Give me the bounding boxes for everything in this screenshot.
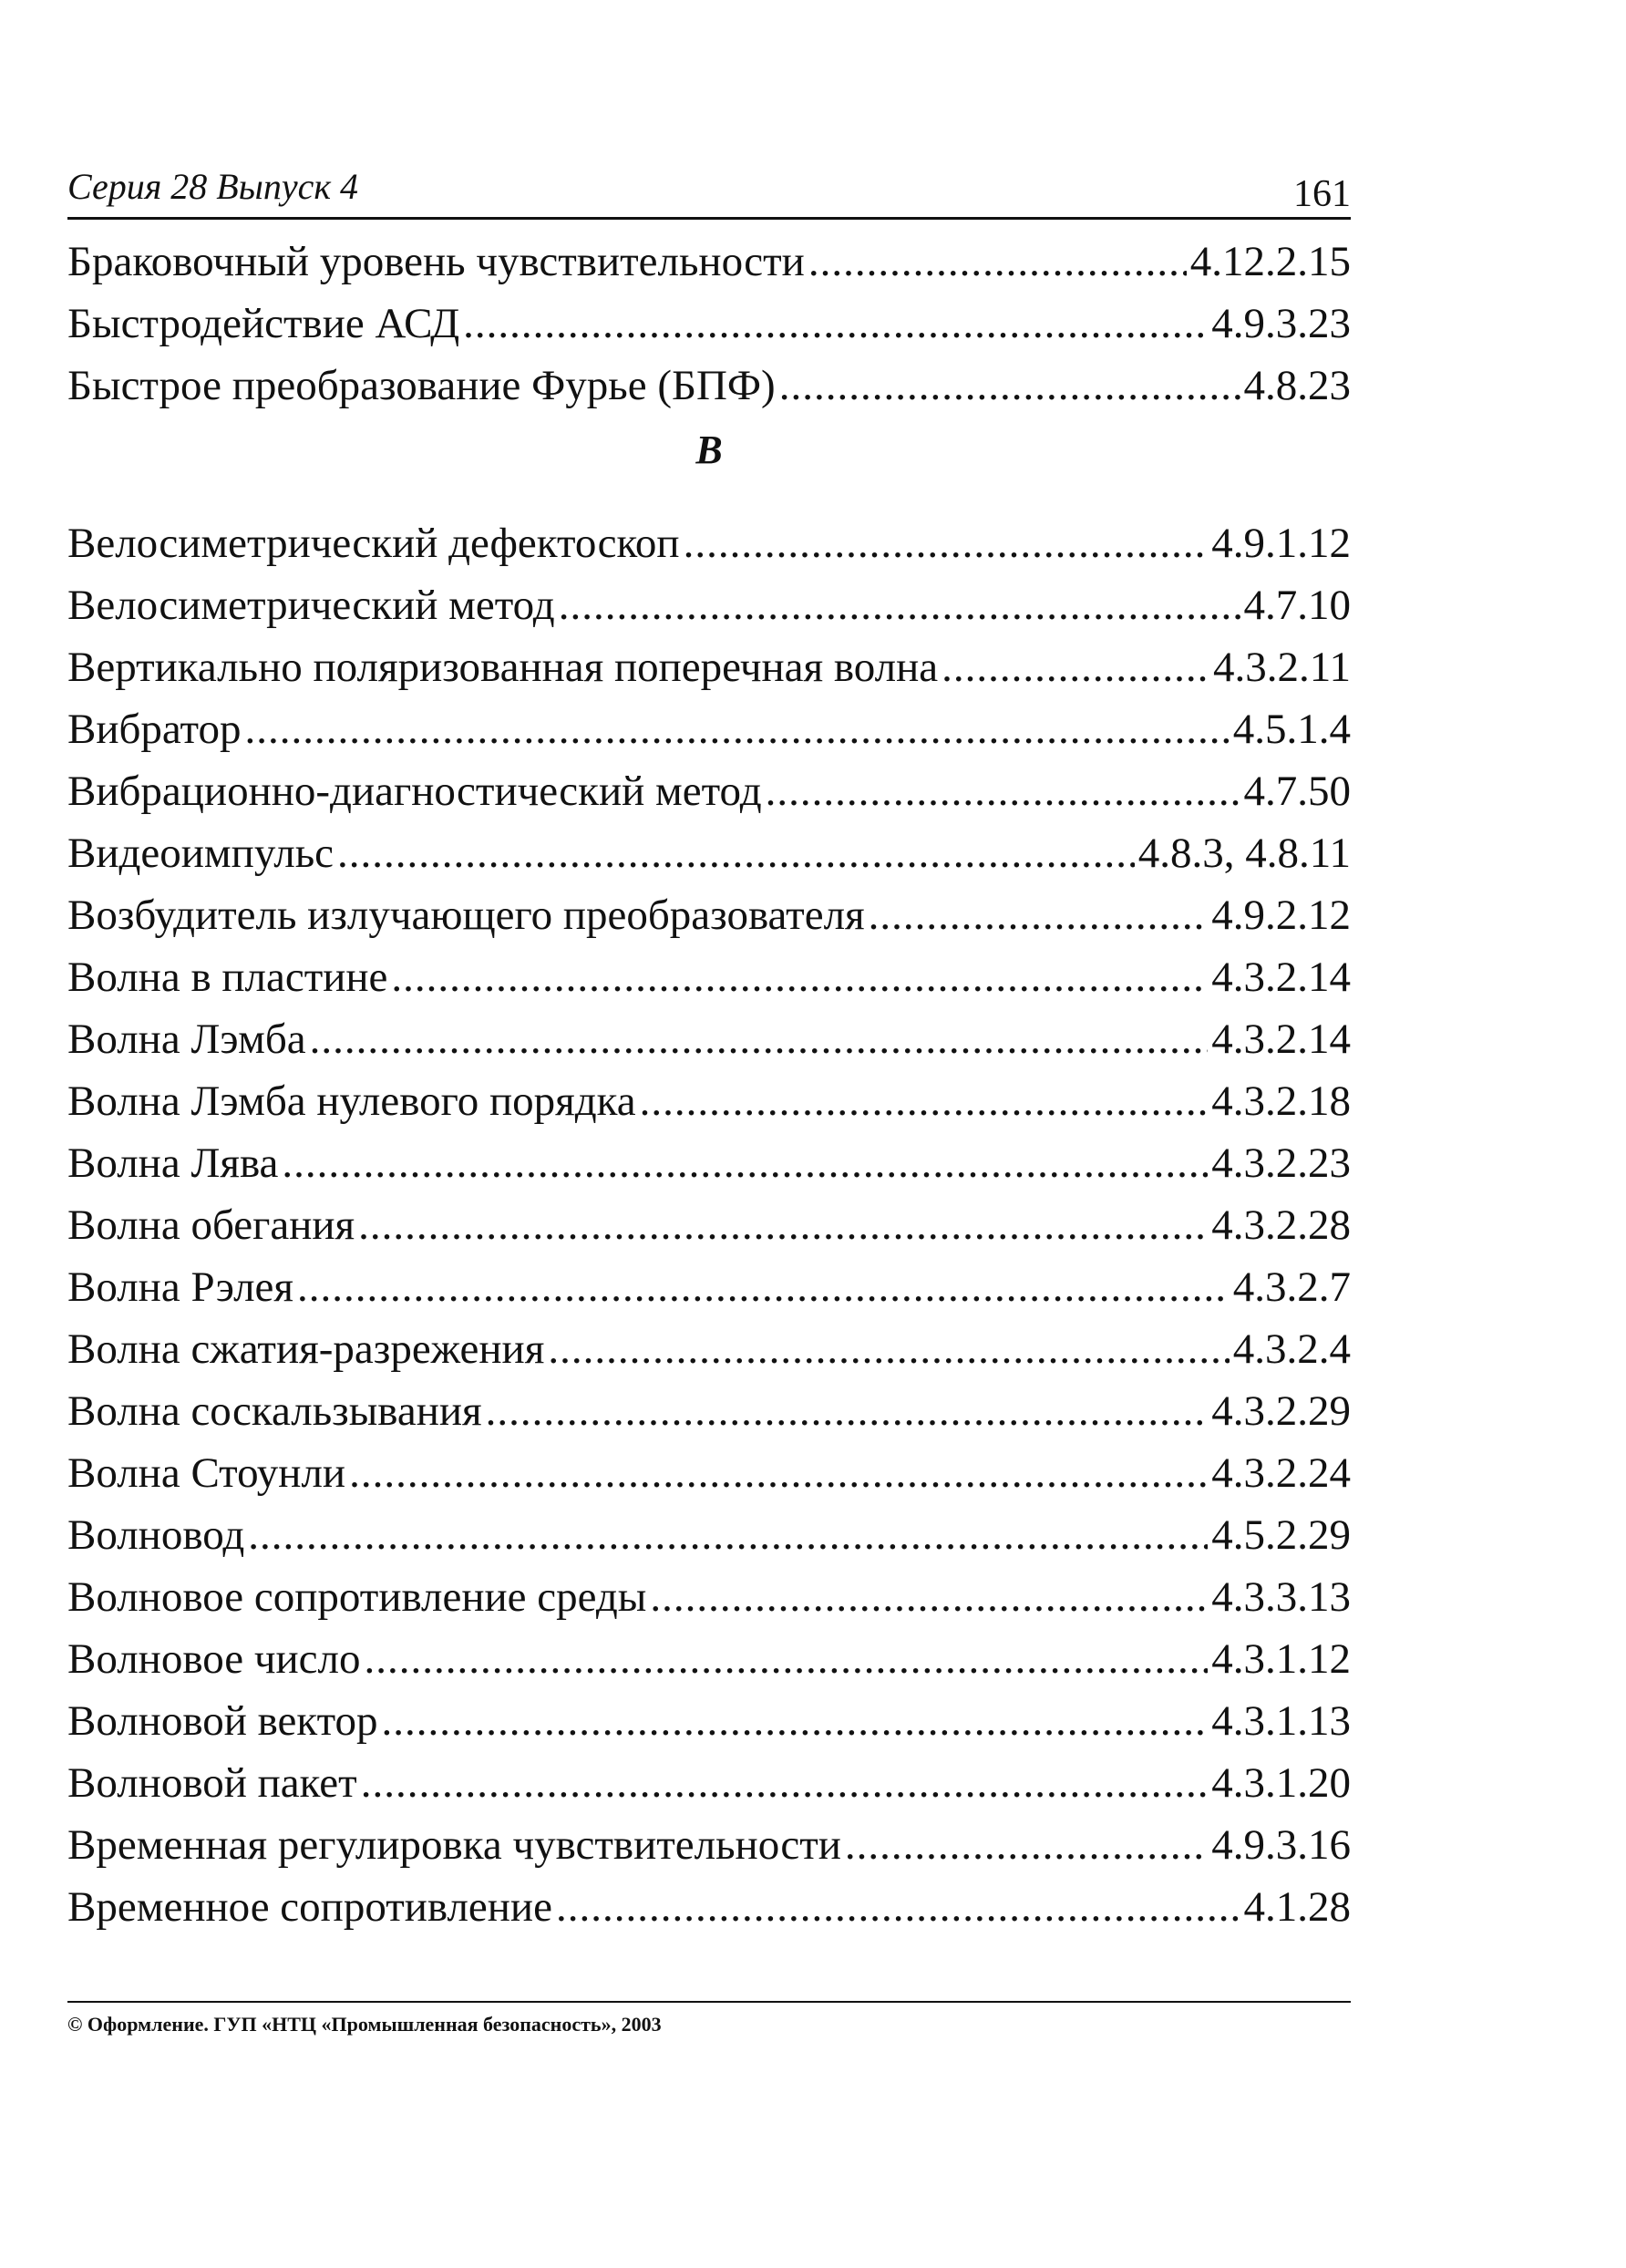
index-entry — [67, 1628, 1351, 1690]
index-term: Волна Лэмба — [67, 1015, 306, 1063]
index-reference: 4.9.1.12 — [1211, 520, 1351, 567]
index-reference: 4.3.2.14 — [1211, 1015, 1351, 1063]
index-term: Волна в пластине — [67, 954, 388, 1001]
index-term: Волна Стоунли — [67, 1449, 346, 1497]
index-term: Возбудитель излучающего преобразователя — [67, 892, 865, 939]
document-page — [67, 0, 1351, 2268]
index-term: Волновод — [67, 1511, 245, 1559]
index-term: Вертикально поляризованная поперечная волна — [67, 644, 939, 691]
dot-leader — [391, 946, 1208, 1008]
index-reference: 4.3.2.18 — [1211, 1077, 1351, 1125]
index-term: Волновой вектор — [67, 1697, 378, 1745]
index-entry — [67, 1690, 1351, 1752]
dot-leader — [358, 1194, 1208, 1256]
index-reference: 4.9.3.23 — [1211, 300, 1351, 347]
index-entry — [67, 1876, 1351, 1938]
footer-divider — [67, 2001, 1351, 2003]
dot-leader — [244, 698, 1229, 760]
index-reference: 4.9.3.16 — [1211, 1821, 1351, 1869]
index-entry — [67, 1752, 1351, 1814]
page-number: 161 — [1293, 173, 1351, 215]
index-section-v — [67, 512, 1351, 1938]
index-reference: 4.3.1.13 — [1211, 1697, 1351, 1745]
index-reference: 4.7.50 — [1243, 768, 1351, 815]
dot-leader — [650, 1566, 1208, 1628]
dot-leader — [365, 1628, 1209, 1690]
copyright-notice: © Оформление. ГУП «НТЦ «Промышленная безопасность», 2003 — [67, 2013, 662, 2036]
index-reference: 4.3.1.20 — [1211, 1759, 1351, 1807]
section-letter-heading: В — [695, 428, 723, 472]
index-entry — [67, 1132, 1351, 1194]
series-title: Серия 28 Выпуск 4 — [67, 166, 359, 207]
dot-leader — [640, 1070, 1209, 1132]
index-term: Волна Лэмба нулевого порядка — [67, 1077, 636, 1125]
index-entry — [67, 1380, 1351, 1442]
dot-leader — [556, 1876, 1240, 1938]
dot-leader — [779, 355, 1240, 417]
index-term: Волновое число — [67, 1635, 361, 1683]
index-reference: 4.1.28 — [1243, 1883, 1351, 1931]
dot-leader — [310, 1008, 1209, 1070]
index-entry — [67, 946, 1351, 1008]
index-reference: 4.3.1.12 — [1211, 1635, 1351, 1683]
index-reference: 4.5.1.4 — [1232, 706, 1351, 753]
index-entry — [67, 760, 1351, 822]
dot-leader — [382, 1690, 1209, 1752]
index-reference: 4.3.2.11 — [1212, 644, 1351, 691]
index-term: Волна сжатия-разрежения — [67, 1325, 545, 1373]
index-reference: 4.5.2.29 — [1211, 1511, 1351, 1559]
dot-leader — [684, 512, 1209, 574]
index-entry — [67, 1008, 1351, 1070]
index-entry — [67, 1566, 1351, 1628]
index-entry — [67, 636, 1351, 698]
index-reference: 4.12.2.15 — [1189, 238, 1351, 285]
index-term: Волновое сопротивление среды — [67, 1573, 647, 1621]
dot-leader — [869, 884, 1209, 946]
index-term: Браковочный уровень чувствительности — [67, 238, 805, 285]
index-term: Велосиметрический метод — [67, 582, 555, 629]
index-section-b — [67, 231, 1351, 417]
index-entry — [67, 698, 1351, 760]
index-entry — [67, 1256, 1351, 1318]
index-entry — [67, 1814, 1351, 1876]
index-reference: 4.3.2.7 — [1232, 1263, 1351, 1311]
index-entry — [67, 1318, 1351, 1380]
index-entry — [67, 1504, 1351, 1566]
index-term: Велосиметрический дефектоскоп — [67, 520, 680, 567]
index-term: Временная регулировка чувствительности — [67, 1821, 841, 1869]
index-reference: 4.3.2.23 — [1211, 1139, 1351, 1187]
index-entry — [67, 1194, 1351, 1256]
index-reference: 4.3.2.28 — [1211, 1201, 1351, 1249]
dot-leader — [463, 293, 1208, 355]
index-reference: 4.8.3, 4.8.11 — [1137, 830, 1351, 877]
index-term: Волновой пакет — [67, 1759, 357, 1807]
dot-leader — [349, 1442, 1208, 1504]
index-term: Быстрое преобразование Фурье (БПФ) — [67, 362, 776, 409]
index-reference: 4.3.2.14 — [1211, 954, 1351, 1001]
running-header — [67, 153, 1351, 220]
index-reference: 4.8.23 — [1243, 362, 1351, 409]
dot-leader — [282, 1132, 1208, 1194]
index-reference: 4.3.3.13 — [1211, 1573, 1351, 1621]
dot-leader — [361, 1752, 1209, 1814]
index-entry — [67, 1442, 1351, 1504]
dot-leader — [766, 760, 1240, 822]
index-entry — [67, 1070, 1351, 1132]
dot-leader — [297, 1256, 1230, 1318]
index-term: Вибрационно-диагностический метод — [67, 768, 762, 815]
index-entry — [67, 355, 1351, 417]
dot-leader — [248, 1504, 1208, 1566]
dot-leader — [808, 231, 1187, 293]
index-entry — [67, 512, 1351, 574]
index-entry — [67, 822, 1351, 884]
dot-leader — [559, 574, 1240, 636]
index-term: Волна соскальзывания — [67, 1387, 482, 1435]
index-entry — [67, 884, 1351, 946]
index-term: Волна Лява — [67, 1139, 279, 1187]
index-reference: 4.9.2.12 — [1211, 892, 1351, 939]
index-term: Временное сопротивление — [67, 1883, 552, 1931]
index-entry — [67, 293, 1351, 355]
index-reference: 4.3.2.29 — [1211, 1387, 1351, 1435]
index-reference: 4.3.2.4 — [1232, 1325, 1351, 1373]
dot-leader — [486, 1380, 1209, 1442]
index-term: Вибратор — [67, 706, 242, 753]
index-term: Волна Рэлея — [67, 1263, 294, 1311]
dot-leader — [845, 1814, 1208, 1876]
index-reference: 4.3.2.24 — [1211, 1449, 1351, 1497]
index-term: Видеоимпульс — [67, 830, 334, 877]
index-reference: 4.7.10 — [1243, 582, 1351, 629]
index-entry — [67, 574, 1351, 636]
dot-leader — [942, 636, 1209, 698]
index-entry — [67, 231, 1351, 293]
dot-leader — [548, 1318, 1229, 1380]
index-term: Быстродействие АСД — [67, 300, 460, 347]
index-term: Волна обегания — [67, 1201, 355, 1249]
dot-leader — [337, 822, 1135, 884]
